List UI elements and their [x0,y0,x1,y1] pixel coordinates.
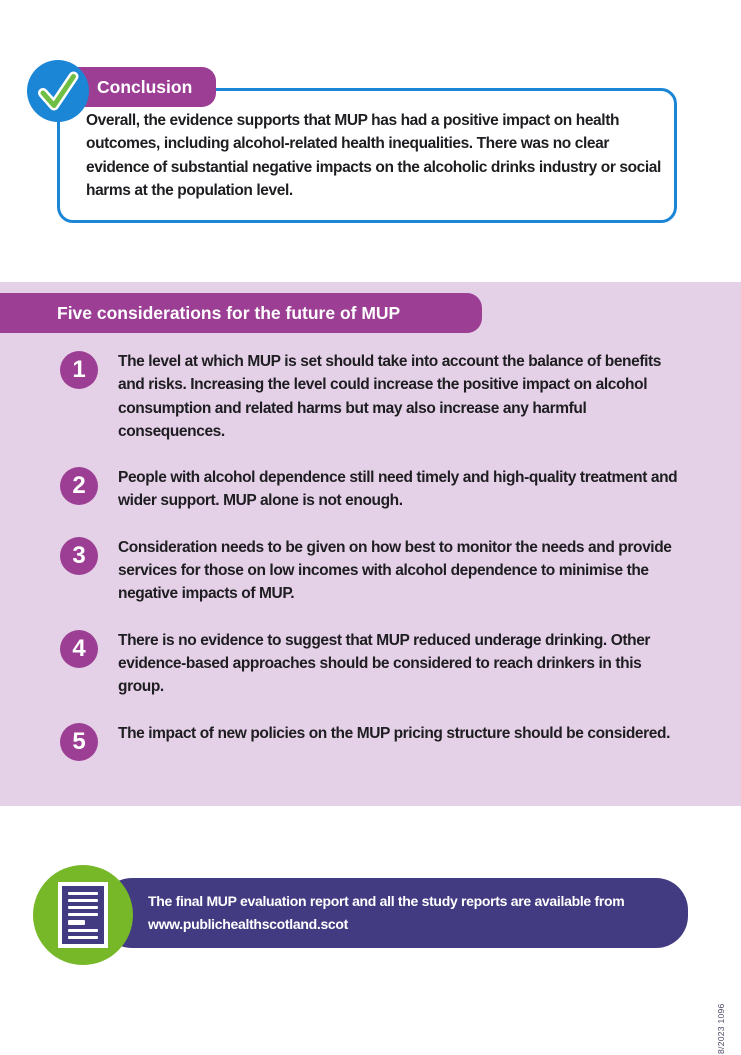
consideration-item [60,536,696,606]
print-code: 8/2023 1096 [716,1003,726,1054]
item-5-number-badge: 5 [60,723,98,761]
item-1-text: The level at which MUP is set should take into account the balance of benefits and risks. Increasing the level could increase the positive impact on alcohol consumption and related harms but may also increase any harmful consequences. [118,353,661,440]
checkmark-icon [27,60,89,122]
conclusion-box [57,88,677,223]
conclusion-title: Conclusion [97,77,193,97]
considerations-list [60,350,696,761]
website-url[interactable]: www.publichealthscotland.scot [148,916,349,932]
item-4-number-badge: 4 [60,630,98,668]
item-2-text: People with alcohol dependence still need timely and high-quality treatment and wider support. MUP alone is not enough. [118,469,678,510]
footer-banner [100,878,688,948]
item-2-number-badge: 2 [60,467,98,505]
item-5-text: The impact of new policies on the MUP pricing structure should be considered. [118,724,670,742]
consideration-item [60,629,696,699]
consideration-item [60,722,696,761]
footer-banner-text [148,890,624,936]
item-1-number-badge: 1 [60,351,98,389]
footer-line-1: The final MUP evaluation report and all the study reports are available from [148,893,625,909]
consideration-item [60,466,696,513]
report-document-icon [33,865,133,965]
item-4-text: There is no evidence to suggest that MUP reduced underage drinking. Other evidence-based approaches should be considered to reach drinkers in this group. [118,631,651,696]
consideration-item [60,350,696,443]
considerations-title: Five considerations for the future of MUP [57,303,401,323]
document-page-glyph [58,882,108,948]
item-3-text: Consideration needs to be given on how best to monitor the needs and provide services for those on low incomes with alcohol dependence to minimise the negative impacts of MUP. [118,538,672,603]
considerations-header [0,293,482,333]
conclusion-body: Overall, the evidence supports that MUP has had a positive impact on health outcomes, including alcohol-related health inequalities. There was no clear evidence of substantial negative impacts on the alcoholic drinks industry or social harms at the population level. [86,112,661,200]
considerations-section [0,282,741,806]
item-3-number-badge: 3 [60,537,98,575]
